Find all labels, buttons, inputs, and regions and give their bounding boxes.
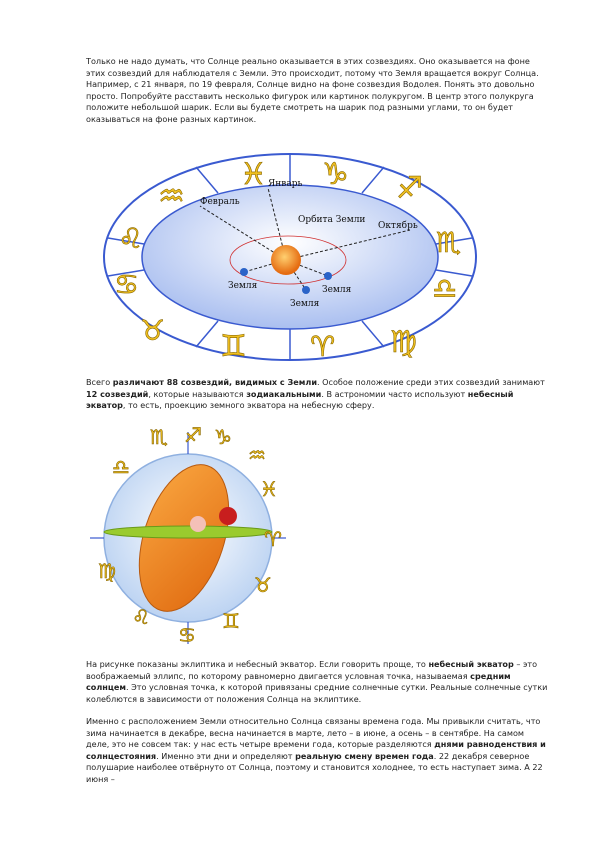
label-january: Январь [268, 179, 303, 189]
pink-ball [190, 516, 206, 532]
zodiac-pisces-glyph: ♓ [240, 157, 267, 192]
paragraph-ecliptic: На рисунке показаны эклиптика и небесный экватор. Если говорить проще, то небесный экватор – это воображаемый эллипс, по которому равномерно двигается условная точка, называемая средним солнцем. Это условная точка, к которой привязаны средние солнечные сутки. Реальные солнечные сутки колеблются в зависимости от положения Солнца на эклиптике. [86, 659, 548, 704]
label-earth-bottom: Земля [290, 299, 320, 309]
label-earth-right: Земля [322, 285, 352, 295]
bold-celestial-equator: небесный экватор [86, 388, 514, 411]
bold-equinox-solstice: днями равноденствия и солнцестояния [86, 739, 546, 761]
zodiac-glyph-6: ♈ [264, 527, 282, 551]
zodiac-scorpio-glyph: ♏ [436, 226, 462, 259]
bold-mean-sun: средним солнцем [86, 670, 511, 693]
red-ball [219, 507, 237, 525]
zodiac-glyph-2: ♐ [184, 423, 202, 447]
label-october: Октябрь [378, 221, 418, 231]
bold-zodiacal: зодиакальными [246, 388, 322, 399]
zodiac-glyph-5: ♓ [260, 477, 278, 501]
zodiac-glyph-3: ♑ [214, 425, 232, 449]
sun [271, 245, 301, 275]
zodiac-glyph-12: ♎ [112, 455, 130, 479]
zodiac-aries-glyph: ♈ [310, 330, 336, 362]
earth-dot-left [240, 268, 248, 276]
zodiac-glyph-7: ♉ [254, 573, 272, 597]
ecliptic-equator-figure [88, 420, 288, 654]
zodiac-cancer-glyph: ♋ [114, 268, 140, 301]
zodiac-glyph-1: ♏ [150, 425, 168, 449]
zodiac-glyph-9: ♋ [178, 623, 196, 647]
zodiac-orbit-figure [100, 148, 490, 362]
bold-season-change: реальную смену времен года [295, 750, 434, 761]
label-earth-orbit: Орбита Земли [298, 215, 366, 225]
zodiac-sagittarius-glyph: ♐ [396, 171, 423, 206]
zodiac-taurus-glyph: ♉ [140, 314, 166, 347]
zodiac-virgo-glyph: ♍ [390, 325, 417, 360]
earth-dot-bottom [302, 286, 310, 294]
paragraph-intro: Только не надо думать, что Солнце реально оказывается в этих созвездиях. Оно оказывается на фоне этих созвездий для наблюдателя с Земли. Это происходит, потому что Земля вращается вокруг Солнца. Например, с 21 января, по 19 февраля, Солнце видно на фоне созвездия Водолея. Понять это довольно просто. Попробуйте расставить несколько фигурок или картинок полукругом. В центр этого полукруга положите небольшой шарик. Если вы будете смотреть на шарик под разными углами, то он будет оказываться на фоне разных картинок. [86, 56, 539, 124]
zodiac-capricorn-glyph: ♑ [322, 157, 349, 192]
bold-88-constellations: различают 88 созвездий, видимых с Земли [112, 377, 317, 387]
zodiac-glyph-4: ♒ [248, 443, 266, 467]
label-february: Февраль [200, 197, 240, 207]
zodiac-glyph-11: ♍ [98, 559, 116, 583]
label-earth-left: Земля [228, 281, 258, 291]
bold-12-constellations: 12 созвездий [86, 388, 149, 399]
paragraph-seasons: Именно с расположением Земли относительно Солнца связаны времена года. Мы привыкли считать, что зима начинается в декабре, весна начинается в марте, лето – в июне, а осень – в сентябре. На самом деле, это не совсем так: у нас есть четыре времени года, которые разделяются днями равноденствия и солнцестояния. Именно эти дни и определяют реальную смену времен года. 22 декабря северное полушарие наиболее отвёрнуто от Солнца, поэтому и становится холоднее, то есть наступает зима. А 22 июня – [86, 716, 546, 784]
zodiac-libra-glyph: ♎ [432, 272, 458, 305]
zodiac-glyph-8: ♊ [222, 609, 240, 633]
paragraph-constellations: Всего различают 88 созвездий, видимых с Земли. Особое положение среди этих созвездий занимают 12 созвездий, которые называются зодиакальными. В астрономии часто используют небесный экватор, то есть, проекцию земного экватора на небесную сферу. [86, 377, 545, 411]
zodiac-gemini-glyph: ♊ [220, 329, 247, 362]
zodiac-aquarius-glyph: ♒ [158, 179, 185, 214]
celestial-equator-plane [104, 526, 272, 538]
bold-celestial-equator-2: небесный экватор [428, 659, 514, 669]
zodiac-leo-glyph: ♌ [118, 222, 144, 255]
earth-dot-right [324, 272, 332, 280]
zodiac-glyph-10: ♌ [132, 605, 150, 629]
